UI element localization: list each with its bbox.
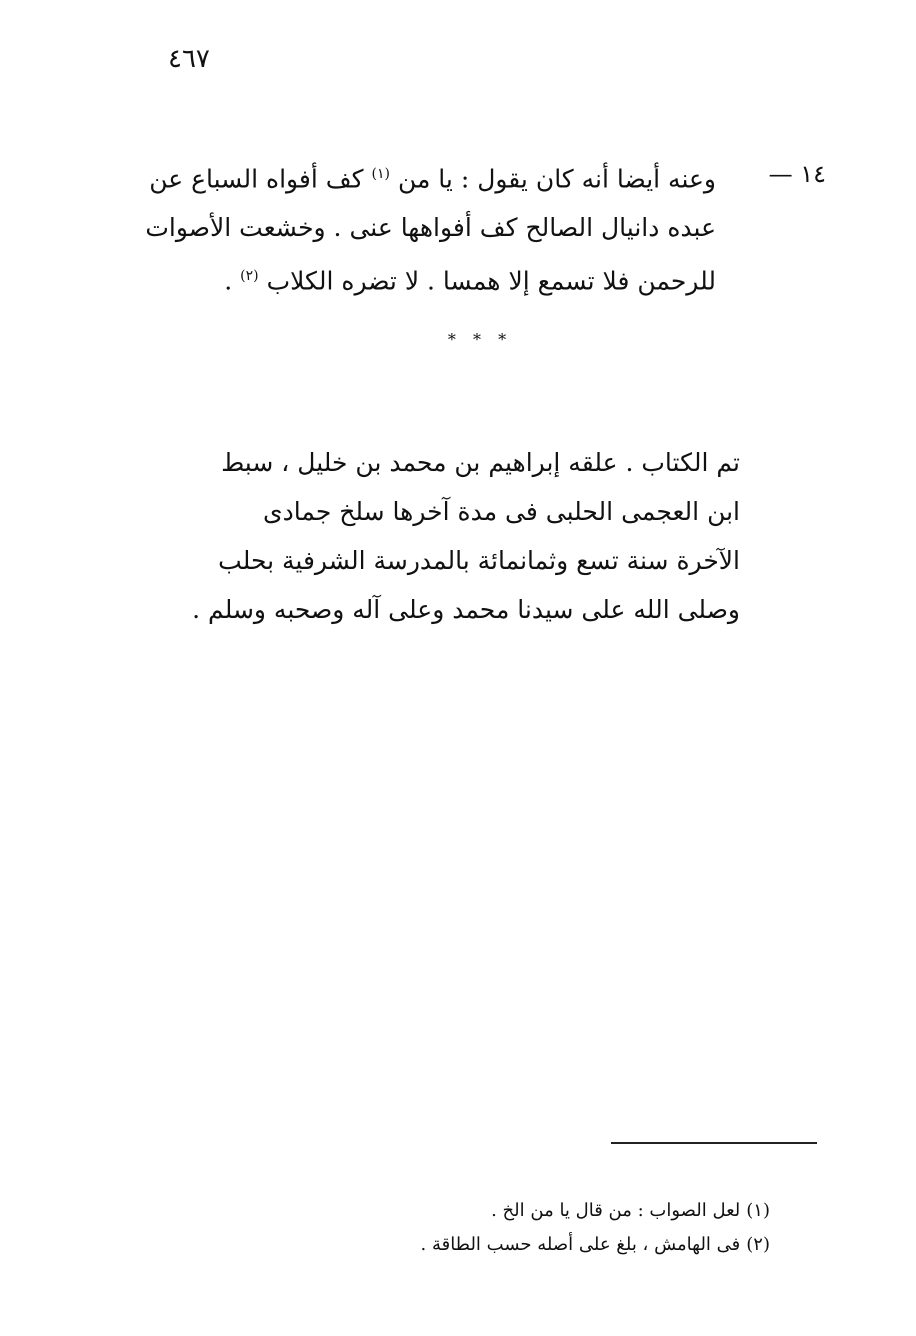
footnote-text: لعل الصواب : من قال يا من الخ . bbox=[491, 1200, 741, 1221]
entry-line-text: وعنه أيضا أنه كان يقول : يا من bbox=[397, 164, 716, 194]
entry-line bbox=[136, 252, 716, 305]
entry-number: ١٤ — bbox=[768, 160, 826, 188]
colophon-line: وصلى الله على سيدنا محمد وعلى آله وصحبه وسلم . bbox=[192, 595, 740, 624]
footnotes bbox=[370, 1194, 770, 1262]
footnote-marker: (٢) bbox=[746, 1234, 770, 1255]
page-number: ٤٦٧ bbox=[168, 44, 210, 74]
colophon-line: ابن العجمى الحلبى فى مدة آخرها سلخ جمادى bbox=[263, 497, 740, 526]
entry-text bbox=[136, 150, 716, 306]
footnote-text: فى الهامش ، بلغ على أصله حسب الطاقة . bbox=[420, 1234, 741, 1255]
footnote-reference: (٢) bbox=[240, 268, 259, 285]
footnote-divider bbox=[611, 1142, 817, 1144]
footnote bbox=[370, 1228, 770, 1262]
footnote-reference: (١) bbox=[371, 166, 390, 182]
section-separator: * * * bbox=[447, 330, 513, 349]
colophon bbox=[180, 438, 740, 634]
footnote bbox=[370, 1194, 770, 1228]
entry-line-text: كف أفواه السباع عن bbox=[149, 164, 364, 194]
colophon-line: تم الكتاب . علقه إبراهيم بن محمد بن خليل ، سبط bbox=[221, 448, 740, 477]
entry-line: عبده دانيال الصالح كف أفواهها عنى . وخشعت الأصوات bbox=[145, 213, 716, 243]
entry-line-text: . bbox=[224, 266, 233, 296]
footnote-marker: (١) bbox=[746, 1200, 770, 1221]
entry-line-text: للرحمن فلا تسمع إلا همسا . لا تضره الكلاب bbox=[266, 266, 716, 296]
entry-line bbox=[136, 150, 716, 203]
colophon-line: الآخرة سنة تسع وثمانمائة بالمدرسة الشرفية بحلب bbox=[218, 546, 740, 575]
